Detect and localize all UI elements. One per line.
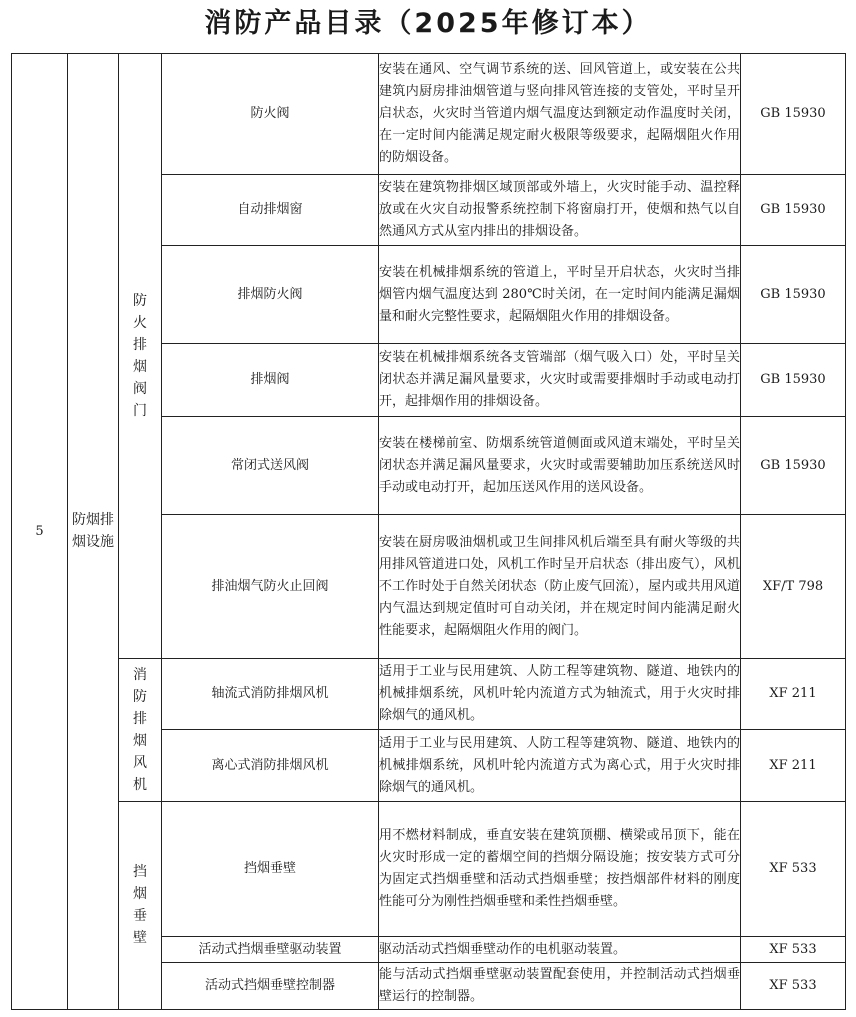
product-name: 活动式挡烟垂壁控制器 [162, 963, 379, 1010]
table-row [12, 802, 846, 937]
product-description: 适用于工业与民用建筑、人防工程等建筑物、隧道、地铁内的机械排烟系统，风机叶轮内流道方式为轴流式，用于火灾时排除烟气的通风机。 [379, 659, 741, 730]
product-name: 活动式挡烟垂壁驱动装置 [162, 937, 379, 963]
product-name: 常闭式送风阀 [162, 417, 379, 515]
product-description: 安装在建筑物排烟区域顶部或外墙上，火灾时能手动、温控释放或在火灾自动报警系统控制下将窗扇打开，使烟和热气以自然通风方式从室内排出的排烟设备。 [379, 175, 741, 246]
product-description: 安装在厨房吸油烟机或卫生间排风机后端至具有耐火等级的共用排风管道进口处，风机工作时呈开启状态（排出废气），风机不工作时处于自然关闭状态（防止废气回流），屋内或共用风道内气温达到规定值时可自动关闭，并在规定时间内能满足耐火性能要求，起隔烟阻火作用的阀门。 [379, 515, 741, 659]
product-description: 安装在楼梯前室、防烟系统管道侧面或风道末端处，平时呈关闭状态并满足漏风量要求，火灾时或需要辅助加压系统送风时手动或电动打开，起加压送风作用的送风设备。 [379, 417, 741, 515]
product-description: 用不燃材料制成，垂直安装在建筑顶棚、横梁或吊顶下，能在火灾时形成一定的蓄烟空间的挡烟分隔设施；按安装方式可分为固定式挡烟垂壁和活动式挡烟垂壁；按挡烟部件材料的刚度性能可分为刚性挡烟垂壁和柔性挡烟垂壁。 [379, 802, 741, 937]
subgroup-label: 防火排烟阀门 [133, 292, 147, 419]
product-description: 安装在机械排烟系统的管道上，平时呈开启状态，火灾时当排烟管内烟气温度达到 280℃时关闭，在一定时间内能满足漏烟量和耐火完整性要求，起隔烟阻火作用的排烟设备。 [379, 246, 741, 344]
product-standard: GB 15930 [741, 246, 846, 344]
subgroup-cell [119, 802, 162, 1010]
product-standard: XF 533 [741, 937, 846, 963]
subgroup-cell [119, 659, 162, 802]
product-standard: GB 15930 [741, 54, 846, 175]
subgroup-label: 挡烟垂壁 [133, 864, 147, 946]
product-name: 排油烟气防火止回阀 [162, 515, 379, 659]
product-name: 排烟阀 [162, 344, 379, 417]
product-standard: GB 15930 [741, 344, 846, 417]
product-standard: GB 15930 [741, 417, 846, 515]
product-description: 适用于工业与民用建筑、人防工程等建筑物、隧道、地铁内的机械排烟系统，风机叶轮内流道方式为离心式，用于火灾时排除烟气的通风机。 [379, 730, 741, 802]
product-name: 轴流式消防排烟风机 [162, 659, 379, 730]
table-row [12, 54, 846, 175]
product-standard: XF 533 [741, 802, 846, 937]
product-description: 驱动活动式挡烟垂壁动作的电机驱动装置。 [379, 937, 741, 963]
subgroup-label: 消防排烟风机 [133, 666, 147, 793]
product-standard: XF 211 [741, 730, 846, 802]
product-standard: XF/T 798 [741, 515, 846, 659]
product-name: 防火阀 [162, 54, 379, 175]
product-name: 离心式消防排烟风机 [162, 730, 379, 802]
page-title: 消防产品目录（2025年修订本） [204, 8, 652, 39]
product-name: 排烟防火阀 [162, 246, 379, 344]
product-standard: XF 533 [741, 963, 846, 1010]
product-description: 安装在机械排烟系统各支管端部（烟气吸入口）处，平时呈关闭状态并满足漏风量要求，火灾时或需要排烟时手动或电动打开，起排烟作用的排烟设备。 [379, 344, 741, 417]
product-catalog-table [11, 53, 846, 1010]
category-cell [68, 54, 119, 1010]
product-description: 能与活动式挡烟垂壁驱动装置配套使用，并控制活动式挡烟垂壁运行的控制器。 [379, 963, 741, 1010]
product-standard: GB 15930 [741, 175, 846, 246]
table-row [12, 659, 846, 730]
subgroup-cell [119, 54, 162, 659]
product-standard: XF 211 [741, 659, 846, 730]
product-name: 挡烟垂壁 [162, 802, 379, 937]
product-description: 安装在通风、空气调节系统的送、回风管道上，或安装在公共建筑内厨房排油烟管道与竖向排风管连接的支管处，平时呈开启状态，火灾时当管道内烟气温度达到额定动作温度时关闭，在一定时间内能满足规定耐火极限等级要求，起隔烟阻火作用的防烟设备。 [379, 54, 741, 175]
row-number: 5 [12, 54, 68, 1010]
category-label: 防烟排烟设施 [71, 512, 114, 550]
product-name: 自动排烟窗 [162, 175, 379, 246]
